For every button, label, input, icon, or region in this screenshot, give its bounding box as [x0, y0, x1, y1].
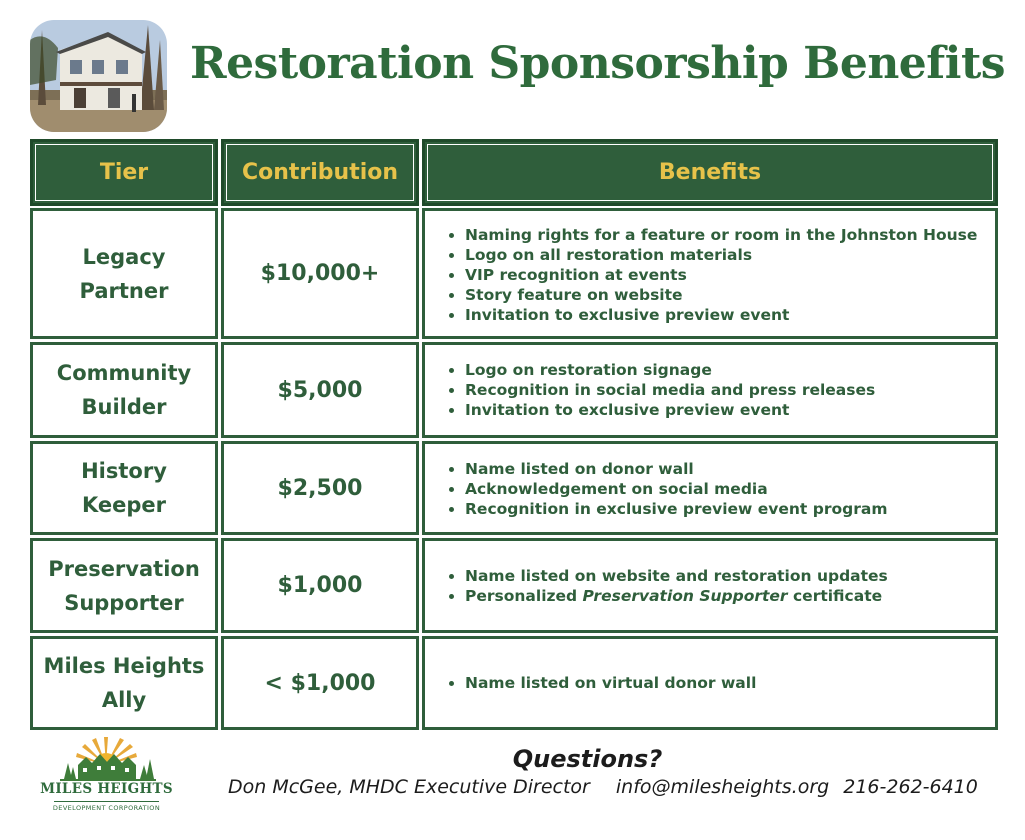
tier-name-line: Miles Heights [43, 654, 205, 678]
tier-name [48, 552, 200, 620]
benefits-list [425, 673, 756, 693]
benefits-cell [422, 342, 998, 438]
contact-email[interactable]: info@milesheights.org [615, 776, 830, 798]
benefit-text: Personalized [465, 587, 583, 605]
benefit-item: Naming rights for a feature or room in the Johnston House [465, 226, 978, 244]
table-row [30, 441, 998, 535]
tier-name-line: Community [56, 361, 192, 385]
tier-name-line: Builder [81, 395, 167, 419]
benefit-item: Acknowledgement on social media [465, 479, 887, 499]
tier-cell [30, 208, 218, 339]
benefits-cell [422, 208, 998, 339]
table-row [30, 342, 998, 438]
contact-line [228, 776, 1008, 798]
contribution-amount: $5,000 [277, 377, 363, 403]
tier-cell [30, 538, 218, 633]
sun-houses-trees-logo-icon [34, 735, 179, 781]
tier-name [44, 649, 205, 717]
tier-name-line: Legacy [82, 244, 166, 269]
contribution-amount: < $1,000 [264, 670, 376, 696]
tier-name-line: Ally [101, 688, 147, 712]
contribution-amount: $2,500 [277, 475, 363, 501]
benefits-cell [422, 636, 998, 730]
benefit-item: Name listed on virtual donor wall [465, 674, 757, 692]
benefits-cell [422, 538, 998, 633]
header-contribution-label: Contribution [241, 160, 399, 185]
tier-name-line: Keeper [81, 493, 166, 517]
header-benefits-label: Benefits [658, 160, 762, 185]
contribution-amount: $1,000 [277, 573, 363, 598]
benefit-item: Invitation to exclusive preview event [465, 305, 977, 325]
tier-name-line: Supporter [64, 590, 184, 615]
benefits-list [425, 360, 875, 420]
page-title: Restoration Sponsorship Benefits [190, 38, 1006, 89]
contact-phone[interactable]: 216-262-6410 [843, 776, 978, 798]
benefits-list [425, 566, 888, 606]
house-photo [30, 20, 167, 132]
contribution-amount: $10,000+ [260, 261, 380, 286]
benefit-item: VIP recognition at events [465, 265, 977, 285]
benefit-item: Invitation to exclusive preview event [465, 400, 875, 420]
table-header-row [30, 139, 998, 206]
contribution-cell [221, 441, 419, 535]
benefits-cell [422, 441, 998, 535]
benefit-item: Name listed on website and restoration updates [465, 567, 888, 585]
tier-name-line: History [81, 459, 167, 483]
logo-divider [54, 801, 159, 802]
header-cell-benefits [422, 139, 998, 206]
benefit-item: Name listed on donor wall [465, 459, 887, 479]
benefit-item [465, 586, 888, 606]
tier-name [80, 240, 169, 308]
benefit-text: certificate [787, 587, 883, 605]
logo-subtitle: DEVELOPMENT CORPORATION [52, 804, 161, 812]
table-row [30, 208, 998, 339]
tier-name-line: Partner [79, 278, 169, 303]
tier-name-line: Preservation [48, 556, 200, 581]
table-row [30, 538, 998, 633]
header-cell-tier [30, 139, 218, 206]
table-row [30, 636, 998, 730]
benefits-list [425, 225, 977, 325]
contribution-cell [221, 636, 419, 730]
contribution-cell [221, 342, 419, 438]
benefit-item: Logo on all restoration materials [465, 245, 977, 265]
contribution-cell [221, 208, 419, 339]
logo-name: MILES HEIGHTS [40, 781, 173, 797]
tier-name [81, 454, 167, 522]
contribution-cell [221, 538, 419, 633]
tier-cell [30, 441, 218, 535]
tier-name [57, 356, 191, 424]
benefit-item: Logo on restoration signage [465, 360, 875, 380]
benefit-item: Recognition in social media and press releases [465, 381, 876, 399]
benefits-list [425, 459, 887, 519]
tier-cell [30, 636, 218, 730]
header-tier-label: Tier [99, 160, 149, 185]
contact-name: Don McGee, MHDC Executive Director [228, 776, 590, 798]
benefit-item: Story feature on website [465, 285, 977, 305]
header-cell-contribution [221, 139, 419, 206]
benefit-item: Recognition in exclusive preview event program [465, 500, 888, 518]
miles-heights-logo [34, 735, 179, 821]
tier-cell [30, 342, 218, 438]
questions-heading: Questions? [512, 745, 663, 773]
benefit-emphasis: Preservation Supporter [582, 587, 788, 605]
